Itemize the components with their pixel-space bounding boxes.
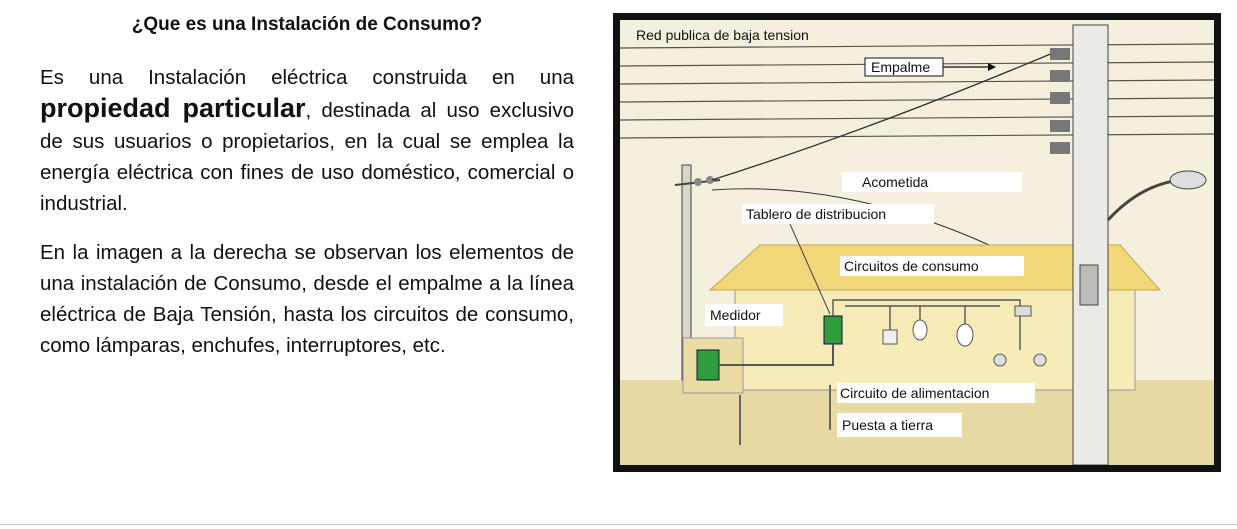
slide-title: ¿Que es una Instalación de Consumo? <box>131 14 483 35</box>
installation-diagram-svg <box>620 20 1214 465</box>
label-puesta-tierra: Puesta a tierra <box>842 417 934 433</box>
installation-diagram <box>613 13 1221 472</box>
socket-2 <box>1034 354 1046 366</box>
meter-box <box>697 350 719 380</box>
paragraph-definition-end: , destinada al uso exclusivo de sus usuarios o propietarios, en la cual se emplea la energía eléctrica con fines de uso doméstico, comercial o industrial. <box>40 99 574 215</box>
emphasis-propiedad-particular: propiedad particular <box>40 93 306 123</box>
label-red-publica: Red publica de baja tension <box>636 27 809 43</box>
label-acometida: Acometida <box>862 174 929 190</box>
bottom-divider <box>0 524 1237 525</box>
label-tablero: Tablero de distribucion <box>746 206 887 222</box>
socket-3 <box>1015 306 1031 316</box>
label-circuitos-consumo: Circuitos de consumo <box>844 258 979 274</box>
paragraph-definition <box>40 62 574 219</box>
empalme-arrowhead <box>988 63 996 71</box>
lamp-1 <box>913 320 927 340</box>
label-circuito-alimentacion: Circuito de alimentacion <box>840 385 990 401</box>
paragraph-image-description: En la imagen a la derecha se observan los elementos de una instalación de Consumo, desde el empalme a la línea eléctrica de Baja Tensión, hasta los circuitos de consumo, como lámparas, enchufes, interruptores, etc. <box>40 241 574 357</box>
socket-1 <box>994 354 1006 366</box>
switch <box>883 330 897 344</box>
paragraph-definition-start: Es una Instalación eléctrica construida en una <box>40 66 574 89</box>
text-panel <box>40 14 574 379</box>
distribution-board <box>824 316 842 344</box>
lamp-2 <box>957 324 973 346</box>
label-empalme: Empalme <box>871 59 931 75</box>
label-medidor: Medidor <box>710 307 761 323</box>
